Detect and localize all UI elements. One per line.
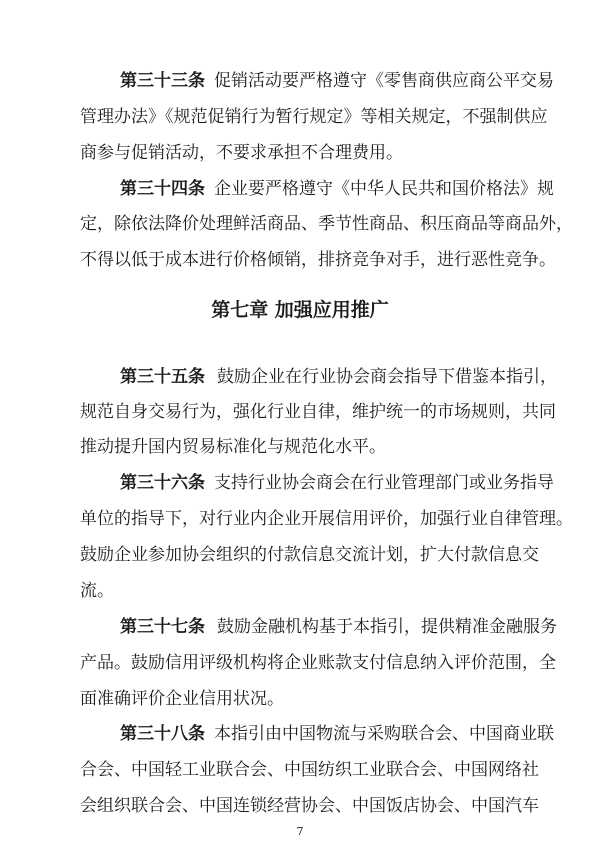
article-38-line-1 [120,724,554,744]
article-36-line-2: 单位的指导下，对行业内企业开展信用评价，加强行业自律管理。 [80,509,573,529]
article-34-line-2: 定，除依法降价处理鲜活商品、季节性商品、积压商品等商品外， [80,214,573,234]
article-33-line-1 [120,71,554,91]
article-37-line-1 [120,617,557,637]
article-35-line-3: 推动提升国内贸易标准化与规范化水平。 [80,437,386,457]
article-37-text-1: 鼓励金融机构基于本指引，提供精准金融服务 [217,617,557,637]
article-38-line-3: 会组织联合会、中国连锁经营协会、中国饭店协会、中国汽车 [80,796,539,816]
article-37-label: 第三十七条 [120,617,205,637]
article-35-label: 第三十五条 [120,367,205,387]
article-33-label: 第三十三条 [120,71,205,91]
article-34-label: 第三十四条 [120,179,205,199]
article-36-line-1 [120,473,554,493]
article-35-text-1: 鼓励企业在行业协会商会指导下借鉴本指引， [217,367,557,387]
page-number: 7 [296,825,304,838]
article-36-text-1: 支持行业协会商会在行业管理部门或业务指导 [214,473,554,493]
article-36-line-4: 流。 [80,581,114,601]
article-38-line-2: 合会、中国轻工业联合会、中国纺织工业联合会、中国网络社 [80,760,539,780]
article-35-line-1 [120,367,557,387]
article-33-text-1: 促销活动要严格遵守《零售商供应商公平交易 [214,71,554,91]
article-38-label: 第三十八条 [120,724,205,744]
article-33-line-2: 管理办法》《规范促销行为暂行规定》等相关规定，不强制供应 [80,107,548,127]
article-37-line-2: 产品。鼓励信用评级机构将企业账款支付信息纳入评价范围，全 [80,653,556,673]
article-33-line-3: 商参与促销活动，不要求承担不合理费用。 [80,143,403,163]
article-34-line-1 [120,179,554,199]
article-36-label: 第三十六条 [120,473,205,493]
article-34-text-1: 企业要严格遵守《中华人民共和国价格法》规 [214,179,554,199]
article-37-line-3: 面准确评价企业信用状况。 [80,689,284,709]
article-35-line-2: 规范自身交易行为，强化行业自律，维护统一的市场规则，共同 [80,402,556,422]
article-36-line-3: 鼓励企业参加协会组织的付款信息交流计划，扩大付款信息交 [80,545,539,565]
article-38-text-1: 本指引由中国物流与采购联合会、中国商业联 [214,724,554,744]
article-34-line-3: 不得以低于成本进行价格倾销，排挤竞争对手，进行恶性竞争。 [80,250,556,270]
chapter-heading: 第七章 加强应用推广 [211,299,389,321]
